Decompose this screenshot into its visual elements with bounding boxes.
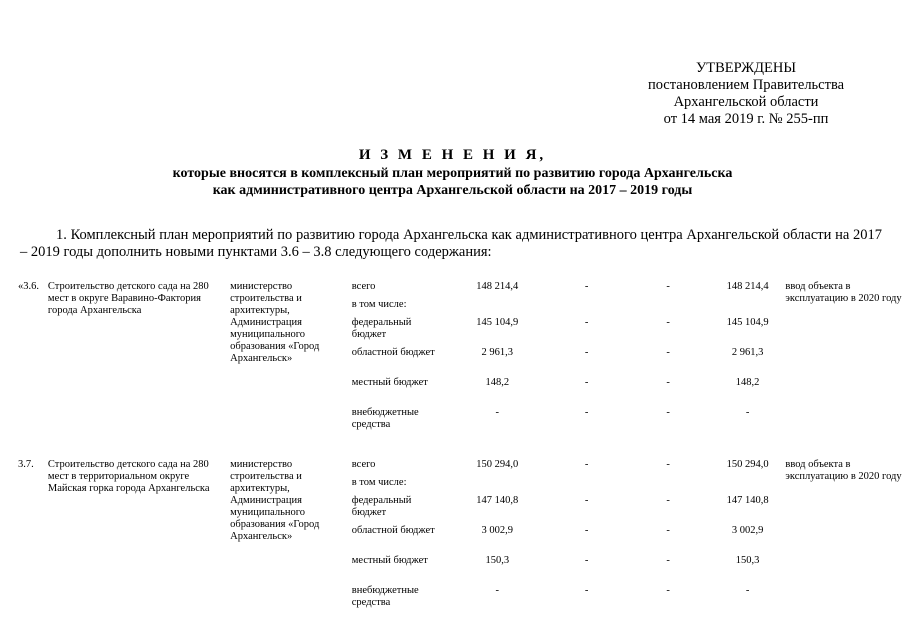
value-2019: 150 294,0 <box>726 459 769 470</box>
value-total: 145 104,9 <box>476 317 519 328</box>
approval-line-3: Архангельской области <box>673 94 819 110</box>
funding-source: федеральный бюджет <box>351 495 412 518</box>
subtitle-line-1: которые вносятся в комплексный план мероприятий по развитию города Архангельска <box>172 166 733 181</box>
document-title: И З М Е Н Е Н И Я, <box>358 147 547 163</box>
item-name: Строительство детского сада на 280 мест в территориальном округе Майская горка города Архангельска <box>47 459 210 494</box>
approval-line-2: постановлением Правительства <box>647 77 845 93</box>
value-total: 148 214,4 <box>476 281 519 292</box>
item-number: 3.7. <box>18 459 34 470</box>
item-result: ввод объекта в эксплуатацию в 2020 году <box>785 459 902 482</box>
value-2019: 2 961,3 <box>731 347 764 358</box>
value-2018: - <box>666 347 670 358</box>
funding-source: местный бюджет <box>351 377 428 388</box>
value-2019 <box>710 299 786 317</box>
item-result: ввод объекта в эксплуатацию в 2020 году <box>785 281 902 304</box>
item-executor: министерство строительства и архитектуры, Администрация муниципального образования «Город Архангельск» <box>230 281 320 364</box>
funding-source: областной бюджет <box>351 525 435 536</box>
approval-stamp <box>621 60 871 128</box>
value-total: 3 002,9 <box>481 525 513 536</box>
value-2019: - <box>745 407 750 418</box>
value-2018: - <box>666 555 670 566</box>
intro-paragraph-text: 1. Комплексный план мероприятий по развитию города Архангельска как административного центра Архангельской области на 2017 – 2019 годы дополнить новыми пунктами 3.6 – 3.8 следующего содержания: <box>20 227 882 260</box>
funding-source: внебюджетные средства <box>351 407 419 430</box>
value-2018: - <box>666 377 670 388</box>
intro-paragraph <box>20 227 882 261</box>
value-total: 150 294,0 <box>476 459 519 470</box>
value-total <box>448 299 547 317</box>
value-2018: - <box>666 525 670 536</box>
funding-source: в том числе: <box>351 299 407 310</box>
item-spacer <box>18 437 905 459</box>
funding-source: всего <box>351 459 376 470</box>
value-2017: - <box>584 347 589 358</box>
funding-source: всего <box>351 281 376 292</box>
value-total: - <box>495 407 499 418</box>
value-2017: - <box>584 281 589 292</box>
value-2018: - <box>666 407 670 418</box>
value-2018: - <box>666 459 670 470</box>
approval-line-1: УТВЕРЖДЕНЫ <box>695 60 797 76</box>
funding-source: областной бюджет <box>351 347 435 358</box>
value-2017: - <box>584 525 589 536</box>
value-total: 2 961,3 <box>481 347 513 358</box>
value-2017: - <box>584 585 589 596</box>
funding-source: в том числе: <box>351 477 407 488</box>
value-2017: - <box>584 377 589 388</box>
value-total <box>448 477 547 495</box>
plan-table <box>18 281 905 615</box>
approval-line-4: от 14 мая 2019 г. № 255-пп <box>663 111 829 127</box>
value-total: 150,3 <box>485 555 510 566</box>
value-2017: - <box>584 407 589 418</box>
plan-row <box>18 281 905 299</box>
subtitle-line-2: как административного центра Архангельской области на 2017 – 2019 годы <box>212 183 693 198</box>
value-2017: - <box>584 317 589 328</box>
item-executor: министерство строительства и архитектуры, Администрация муниципального образования «Город Архангельск» <box>230 459 320 542</box>
value-2019: 150,3 <box>735 555 760 566</box>
value-2018: - <box>666 495 670 506</box>
value-2019: 145 104,9 <box>726 317 769 328</box>
value-2017: - <box>584 459 589 470</box>
plan-row <box>18 459 905 477</box>
value-2018: - <box>666 317 670 328</box>
item-spacer-cell <box>18 437 905 459</box>
funding-source: внебюджетные средства <box>351 585 419 608</box>
value-2017 <box>547 477 626 495</box>
funding-source: федеральный бюджет <box>351 317 412 340</box>
value-2019: - <box>745 585 750 596</box>
item-number: «3.6. <box>18 281 39 292</box>
document-subtitle <box>0 165 905 199</box>
value-2019: 148,2 <box>735 377 760 388</box>
value-2018 <box>626 299 709 317</box>
value-2018 <box>626 477 709 495</box>
value-2019: 147 140,8 <box>726 495 769 506</box>
item-name: Строительство детского сада на 280 мест в округе Варавино-Фактория города Архангельска <box>47 281 209 316</box>
value-2019 <box>710 477 786 495</box>
value-2019: 148 214,4 <box>726 281 769 292</box>
value-2019: 3 002,9 <box>731 525 764 536</box>
value-total: 148,2 <box>485 377 510 388</box>
value-2018: - <box>666 585 670 596</box>
funding-source: местный бюджет <box>351 555 428 566</box>
value-2017: - <box>584 495 589 506</box>
value-2017: - <box>584 555 589 566</box>
value-2017 <box>547 299 626 317</box>
value-2018: - <box>666 281 670 292</box>
value-total: - <box>495 585 499 596</box>
value-total: 147 140,8 <box>476 495 519 506</box>
